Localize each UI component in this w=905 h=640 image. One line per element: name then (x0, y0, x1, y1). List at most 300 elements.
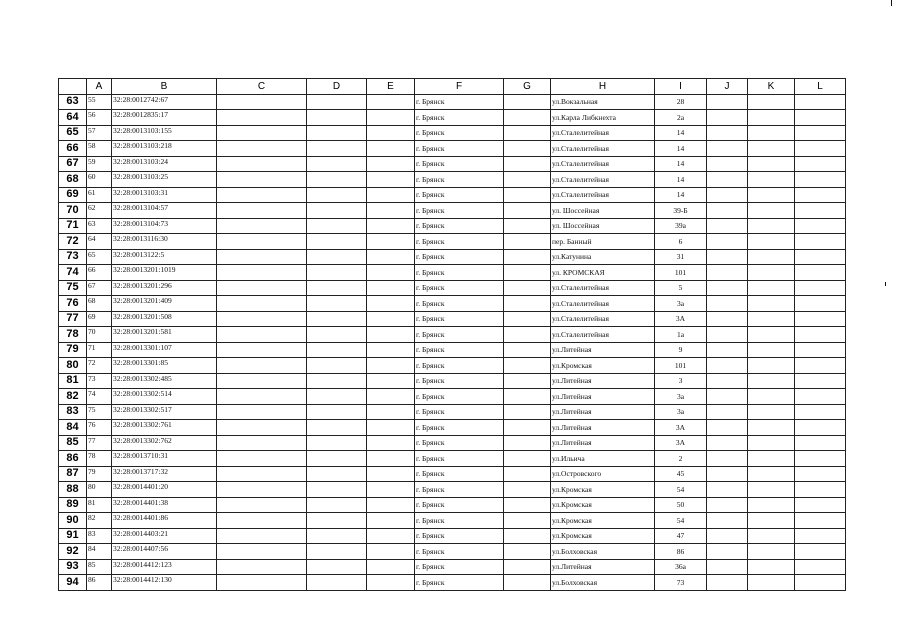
cell-b[interactable]: 32:28:0013201:508 (112, 311, 217, 327)
column-header-b[interactable]: B (112, 79, 217, 95)
cell-e[interactable] (367, 311, 415, 327)
cell-l[interactable] (795, 404, 846, 420)
cell-i[interactable]: 3А (655, 311, 707, 327)
cell-k[interactable] (748, 234, 795, 250)
cell-k[interactable] (748, 497, 795, 513)
cell-a[interactable]: 63 (87, 218, 112, 234)
cell-g[interactable] (504, 187, 551, 203)
cell-c[interactable] (217, 575, 307, 591)
row-number-cell[interactable]: 67 (59, 156, 87, 172)
cell-b[interactable]: 32:28:0014401:20 (112, 482, 217, 498)
cell-g[interactable] (504, 265, 551, 281)
cell-j[interactable] (707, 125, 748, 141)
row-number-cell[interactable]: 87 (59, 466, 87, 482)
column-header-e[interactable]: E (367, 79, 415, 95)
cell-j[interactable] (707, 172, 748, 188)
cell-e[interactable] (367, 342, 415, 358)
cell-j[interactable] (707, 342, 748, 358)
cell-b[interactable]: 32:28:0013103:24 (112, 156, 217, 172)
cell-f[interactable]: г. Брянск (415, 172, 504, 188)
cell-c[interactable] (217, 172, 307, 188)
cell-j[interactable] (707, 110, 748, 126)
cell-l[interactable] (795, 482, 846, 498)
cell-i[interactable]: 3а (655, 389, 707, 405)
cell-h[interactable]: ул.Литейная (551, 342, 655, 358)
cell-g[interactable] (504, 451, 551, 467)
cell-l[interactable] (795, 373, 846, 389)
cell-e[interactable] (367, 125, 415, 141)
cell-e[interactable] (367, 94, 415, 110)
cell-k[interactable] (748, 156, 795, 172)
cell-h[interactable]: ул.Литейная (551, 404, 655, 420)
cell-g[interactable] (504, 466, 551, 482)
cell-f[interactable]: г. Брянск (415, 280, 504, 296)
column-header-l[interactable]: L (795, 79, 846, 95)
row-number-cell[interactable]: 86 (59, 451, 87, 467)
row-number-cell[interactable]: 72 (59, 234, 87, 250)
row-number-cell[interactable]: 89 (59, 497, 87, 513)
row-number-cell[interactable]: 93 (59, 559, 87, 575)
row-number-cell[interactable]: 66 (59, 141, 87, 157)
cell-a[interactable]: 84 (87, 544, 112, 560)
cell-c[interactable] (217, 141, 307, 157)
cell-a[interactable]: 59 (87, 156, 112, 172)
cell-c[interactable] (217, 373, 307, 389)
column-header-c[interactable]: C (217, 79, 307, 95)
cell-e[interactable] (367, 156, 415, 172)
cell-i[interactable]: 3а (655, 404, 707, 420)
cell-e[interactable] (367, 544, 415, 560)
cell-c[interactable] (217, 389, 307, 405)
cell-l[interactable] (795, 296, 846, 312)
cell-e[interactable] (367, 203, 415, 219)
cell-g[interactable] (504, 389, 551, 405)
cell-g[interactable] (504, 141, 551, 157)
cell-f[interactable]: г. Брянск (415, 358, 504, 374)
cell-g[interactable] (504, 249, 551, 265)
cell-f[interactable]: г. Брянск (415, 234, 504, 250)
cell-c[interactable] (217, 187, 307, 203)
cell-h[interactable]: ул.Болховская (551, 575, 655, 591)
cell-e[interactable] (367, 141, 415, 157)
row-number-cell[interactable]: 90 (59, 513, 87, 529)
cell-i[interactable]: 14 (655, 156, 707, 172)
cell-a[interactable]: 81 (87, 497, 112, 513)
cell-l[interactable] (795, 389, 846, 405)
cell-e[interactable] (367, 373, 415, 389)
cell-d[interactable] (307, 249, 367, 265)
cell-j[interactable] (707, 187, 748, 203)
cell-l[interactable] (795, 110, 846, 126)
row-number-cell[interactable]: 63 (59, 94, 87, 110)
cell-i[interactable]: 5 (655, 280, 707, 296)
cell-e[interactable] (367, 451, 415, 467)
cell-g[interactable] (504, 234, 551, 250)
cell-a[interactable]: 73 (87, 373, 112, 389)
cell-l[interactable] (795, 327, 846, 343)
cell-b[interactable]: 32:28:0012742:67 (112, 94, 217, 110)
cell-j[interactable] (707, 528, 748, 544)
cell-i[interactable]: 31 (655, 249, 707, 265)
cell-l[interactable] (795, 466, 846, 482)
cell-a[interactable]: 68 (87, 296, 112, 312)
cell-f[interactable]: г. Брянск (415, 497, 504, 513)
cell-b[interactable]: 32:28:0013103:155 (112, 125, 217, 141)
cell-c[interactable] (217, 296, 307, 312)
cell-k[interactable] (748, 559, 795, 575)
cell-a[interactable]: 77 (87, 435, 112, 451)
cell-j[interactable] (707, 404, 748, 420)
cell-i[interactable]: 39-Б (655, 203, 707, 219)
cell-a[interactable]: 72 (87, 358, 112, 374)
cell-c[interactable] (217, 125, 307, 141)
cell-a[interactable]: 60 (87, 172, 112, 188)
cell-f[interactable]: г. Брянск (415, 420, 504, 436)
cell-h[interactable]: ул.Сталелитейная (551, 141, 655, 157)
cell-h[interactable]: ул.Сталелитейная (551, 296, 655, 312)
row-number-cell[interactable]: 69 (59, 187, 87, 203)
cell-g[interactable] (504, 342, 551, 358)
cell-i[interactable]: 3а (655, 296, 707, 312)
cell-d[interactable] (307, 172, 367, 188)
cell-l[interactable] (795, 420, 846, 436)
row-number-cell[interactable]: 78 (59, 327, 87, 343)
cell-a[interactable]: 82 (87, 513, 112, 529)
cell-b[interactable]: 32:28:0013201:409 (112, 296, 217, 312)
cell-c[interactable] (217, 94, 307, 110)
cell-a[interactable]: 62 (87, 203, 112, 219)
row-number-cell[interactable]: 85 (59, 435, 87, 451)
cell-f[interactable]: г. Брянск (415, 265, 504, 281)
cell-d[interactable] (307, 203, 367, 219)
cell-i[interactable]: 86 (655, 544, 707, 560)
cell-g[interactable] (504, 420, 551, 436)
cell-h[interactable]: ул. Шоссейная (551, 218, 655, 234)
cell-c[interactable] (217, 203, 307, 219)
cell-b[interactable]: 32:28:0014412:123 (112, 559, 217, 575)
cell-g[interactable] (504, 296, 551, 312)
cell-j[interactable] (707, 218, 748, 234)
corner-header[interactable] (59, 79, 87, 95)
cell-f[interactable]: г. Брянск (415, 327, 504, 343)
cell-l[interactable] (795, 358, 846, 374)
cell-g[interactable] (504, 497, 551, 513)
cell-b[interactable]: 32:28:0013103:25 (112, 172, 217, 188)
cell-h[interactable]: ул.Кромская (551, 358, 655, 374)
cell-g[interactable] (504, 404, 551, 420)
cell-b[interactable]: 32:28:0013116:30 (112, 234, 217, 250)
cell-b[interactable]: 32:28:0013201:1019 (112, 265, 217, 281)
cell-d[interactable] (307, 420, 367, 436)
row-number-cell[interactable]: 91 (59, 528, 87, 544)
cell-k[interactable] (748, 420, 795, 436)
cell-j[interactable] (707, 234, 748, 250)
cell-l[interactable] (795, 156, 846, 172)
cell-e[interactable] (367, 110, 415, 126)
cell-k[interactable] (748, 544, 795, 560)
cell-d[interactable] (307, 218, 367, 234)
row-number-cell[interactable]: 83 (59, 404, 87, 420)
cell-a[interactable]: 85 (87, 559, 112, 575)
cell-b[interactable]: 32:28:0013104:73 (112, 218, 217, 234)
cell-e[interactable] (367, 482, 415, 498)
cell-c[interactable] (217, 451, 307, 467)
cell-j[interactable] (707, 280, 748, 296)
cell-a[interactable]: 61 (87, 187, 112, 203)
cell-l[interactable] (795, 218, 846, 234)
cell-f[interactable]: г. Брянск (415, 575, 504, 591)
cell-g[interactable] (504, 172, 551, 188)
cell-k[interactable] (748, 435, 795, 451)
row-number-cell[interactable]: 76 (59, 296, 87, 312)
cell-k[interactable] (748, 125, 795, 141)
cell-k[interactable] (748, 358, 795, 374)
cell-j[interactable] (707, 389, 748, 405)
cell-h[interactable]: ул.Карла Либкнехта (551, 110, 655, 126)
cell-d[interactable] (307, 559, 367, 575)
cell-d[interactable] (307, 311, 367, 327)
cell-e[interactable] (367, 420, 415, 436)
cell-d[interactable] (307, 342, 367, 358)
row-number-cell[interactable]: 82 (59, 389, 87, 405)
column-header-a[interactable]: A (87, 79, 112, 95)
cell-k[interactable] (748, 110, 795, 126)
cell-l[interactable] (795, 559, 846, 575)
cell-f[interactable]: г. Брянск (415, 451, 504, 467)
cell-d[interactable] (307, 94, 367, 110)
cell-h[interactable]: ул.Литейная (551, 435, 655, 451)
cell-i[interactable]: 14 (655, 187, 707, 203)
cell-e[interactable] (367, 187, 415, 203)
cell-c[interactable] (217, 156, 307, 172)
column-header-h[interactable]: H (551, 79, 655, 95)
cell-e[interactable] (367, 218, 415, 234)
cell-b[interactable]: 32:28:0013710:31 (112, 451, 217, 467)
cell-c[interactable] (217, 218, 307, 234)
cell-d[interactable] (307, 141, 367, 157)
row-number-cell[interactable]: 74 (59, 265, 87, 281)
cell-h[interactable]: ул.Кромская (551, 482, 655, 498)
cell-h[interactable]: ул.Кромская (551, 528, 655, 544)
cell-i[interactable]: 36а (655, 559, 707, 575)
cell-f[interactable]: г. Брянск (415, 94, 504, 110)
cell-g[interactable] (504, 156, 551, 172)
cell-a[interactable]: 75 (87, 404, 112, 420)
row-number-cell[interactable]: 79 (59, 342, 87, 358)
cell-c[interactable] (217, 513, 307, 529)
cell-i[interactable]: 14 (655, 125, 707, 141)
cell-b[interactable]: 32:28:0013302:762 (112, 435, 217, 451)
cell-g[interactable] (504, 203, 551, 219)
cell-g[interactable] (504, 482, 551, 498)
cell-d[interactable] (307, 125, 367, 141)
cell-a[interactable]: 86 (87, 575, 112, 591)
cell-c[interactable] (217, 497, 307, 513)
cell-h[interactable]: ул.Кромская (551, 513, 655, 529)
cell-l[interactable] (795, 172, 846, 188)
row-number-cell[interactable]: 64 (59, 110, 87, 126)
cell-j[interactable] (707, 358, 748, 374)
cell-i[interactable]: 6 (655, 234, 707, 250)
cell-i[interactable]: 50 (655, 497, 707, 513)
cell-k[interactable] (748, 466, 795, 482)
cell-c[interactable] (217, 404, 307, 420)
cell-a[interactable]: 74 (87, 389, 112, 405)
cell-f[interactable]: г. Брянск (415, 404, 504, 420)
cell-d[interactable] (307, 544, 367, 560)
cell-a[interactable]: 69 (87, 311, 112, 327)
column-header-i[interactable]: I (655, 79, 707, 95)
cell-l[interactable] (795, 513, 846, 529)
cell-k[interactable] (748, 342, 795, 358)
cell-g[interactable] (504, 435, 551, 451)
cell-k[interactable] (748, 94, 795, 110)
cell-i[interactable]: 101 (655, 265, 707, 281)
cell-c[interactable] (217, 559, 307, 575)
cell-c[interactable] (217, 234, 307, 250)
cell-j[interactable] (707, 544, 748, 560)
cell-e[interactable] (367, 435, 415, 451)
cell-j[interactable] (707, 203, 748, 219)
cell-g[interactable] (504, 544, 551, 560)
cell-d[interactable] (307, 234, 367, 250)
cell-b[interactable]: 32:28:0013103:31 (112, 187, 217, 203)
row-number-cell[interactable]: 73 (59, 249, 87, 265)
cell-h[interactable]: ул.Литейная (551, 420, 655, 436)
cell-j[interactable] (707, 451, 748, 467)
column-header-f[interactable]: F (415, 79, 504, 95)
cell-a[interactable]: 78 (87, 451, 112, 467)
cell-j[interactable] (707, 156, 748, 172)
cell-b[interactable]: 32:28:0013302:761 (112, 420, 217, 436)
cell-k[interactable] (748, 389, 795, 405)
cell-a[interactable]: 79 (87, 466, 112, 482)
cell-l[interactable] (795, 575, 846, 591)
cell-e[interactable] (367, 265, 415, 281)
cell-d[interactable] (307, 358, 367, 374)
cell-l[interactable] (795, 187, 846, 203)
cell-b[interactable]: 32:28:0013301:85 (112, 358, 217, 374)
cell-b[interactable]: 32:28:0013302:485 (112, 373, 217, 389)
cell-g[interactable] (504, 125, 551, 141)
cell-k[interactable] (748, 218, 795, 234)
cell-f[interactable]: г. Брянск (415, 482, 504, 498)
cell-e[interactable] (367, 296, 415, 312)
cell-j[interactable] (707, 420, 748, 436)
cell-e[interactable] (367, 559, 415, 575)
cell-l[interactable] (795, 125, 846, 141)
cell-f[interactable]: г. Брянск (415, 110, 504, 126)
cell-c[interactable] (217, 265, 307, 281)
cell-i[interactable]: 3 (655, 373, 707, 389)
cell-h[interactable]: ул.Катунина (551, 249, 655, 265)
cell-e[interactable] (367, 389, 415, 405)
cell-i[interactable]: 39а (655, 218, 707, 234)
cell-l[interactable] (795, 497, 846, 513)
cell-d[interactable] (307, 435, 367, 451)
cell-d[interactable] (307, 528, 367, 544)
cell-l[interactable] (795, 435, 846, 451)
cell-d[interactable] (307, 404, 367, 420)
cell-f[interactable]: г. Брянск (415, 389, 504, 405)
cell-j[interactable] (707, 482, 748, 498)
cell-e[interactable] (367, 466, 415, 482)
cell-j[interactable] (707, 141, 748, 157)
cell-h[interactable]: ул.Болховская (551, 544, 655, 560)
cell-c[interactable] (217, 482, 307, 498)
cell-c[interactable] (217, 435, 307, 451)
cell-j[interactable] (707, 497, 748, 513)
cell-j[interactable] (707, 513, 748, 529)
cell-k[interactable] (748, 172, 795, 188)
cell-b[interactable]: 32:28:0014401:38 (112, 497, 217, 513)
cell-g[interactable] (504, 513, 551, 529)
cell-b[interactable]: 32:28:0014401:86 (112, 513, 217, 529)
cell-c[interactable] (217, 249, 307, 265)
cell-f[interactable]: г. Брянск (415, 156, 504, 172)
cell-f[interactable]: г. Брянск (415, 559, 504, 575)
cell-j[interactable] (707, 296, 748, 312)
cell-e[interactable] (367, 172, 415, 188)
cell-a[interactable]: 57 (87, 125, 112, 141)
cell-l[interactable] (795, 544, 846, 560)
cell-f[interactable]: г. Брянск (415, 544, 504, 560)
cell-h[interactable]: ул.Литейная (551, 559, 655, 575)
cell-a[interactable]: 67 (87, 280, 112, 296)
cell-k[interactable] (748, 513, 795, 529)
cell-i[interactable]: 14 (655, 172, 707, 188)
cell-l[interactable] (795, 528, 846, 544)
cell-h[interactable]: ул.Литейная (551, 389, 655, 405)
cell-g[interactable] (504, 327, 551, 343)
cell-c[interactable] (217, 358, 307, 374)
cell-g[interactable] (504, 575, 551, 591)
cell-f[interactable]: г. Брянск (415, 249, 504, 265)
cell-h[interactable]: ул.Вокзальная (551, 94, 655, 110)
cell-d[interactable] (307, 497, 367, 513)
cell-f[interactable]: г. Брянск (415, 141, 504, 157)
cell-b[interactable]: 32:28:0013104:57 (112, 203, 217, 219)
cell-h[interactable]: ул. Шоссейная (551, 203, 655, 219)
cell-j[interactable] (707, 373, 748, 389)
row-number-cell[interactable]: 70 (59, 203, 87, 219)
cell-g[interactable] (504, 373, 551, 389)
cell-h[interactable]: ул.Ильича (551, 451, 655, 467)
cell-f[interactable]: г. Брянск (415, 373, 504, 389)
cell-g[interactable] (504, 358, 551, 374)
cell-b[interactable]: 32:28:0013122:5 (112, 249, 217, 265)
cell-b[interactable]: 32:28:0013201:296 (112, 280, 217, 296)
cell-b[interactable]: 32:28:0012835:17 (112, 110, 217, 126)
cell-b[interactable]: 32:28:0014403:21 (112, 528, 217, 544)
cell-c[interactable] (217, 544, 307, 560)
cell-a[interactable]: 71 (87, 342, 112, 358)
cell-h[interactable]: ул.Кромская (551, 497, 655, 513)
cell-i[interactable]: 9 (655, 342, 707, 358)
cell-f[interactable]: г. Брянск (415, 466, 504, 482)
cell-d[interactable] (307, 575, 367, 591)
cell-g[interactable] (504, 110, 551, 126)
cell-a[interactable]: 70 (87, 327, 112, 343)
cell-l[interactable] (795, 265, 846, 281)
cell-g[interactable] (504, 280, 551, 296)
cell-c[interactable] (217, 528, 307, 544)
cell-a[interactable]: 76 (87, 420, 112, 436)
cell-d[interactable] (307, 513, 367, 529)
cell-j[interactable] (707, 575, 748, 591)
cell-i[interactable]: 101 (655, 358, 707, 374)
row-number-cell[interactable]: 92 (59, 544, 87, 560)
